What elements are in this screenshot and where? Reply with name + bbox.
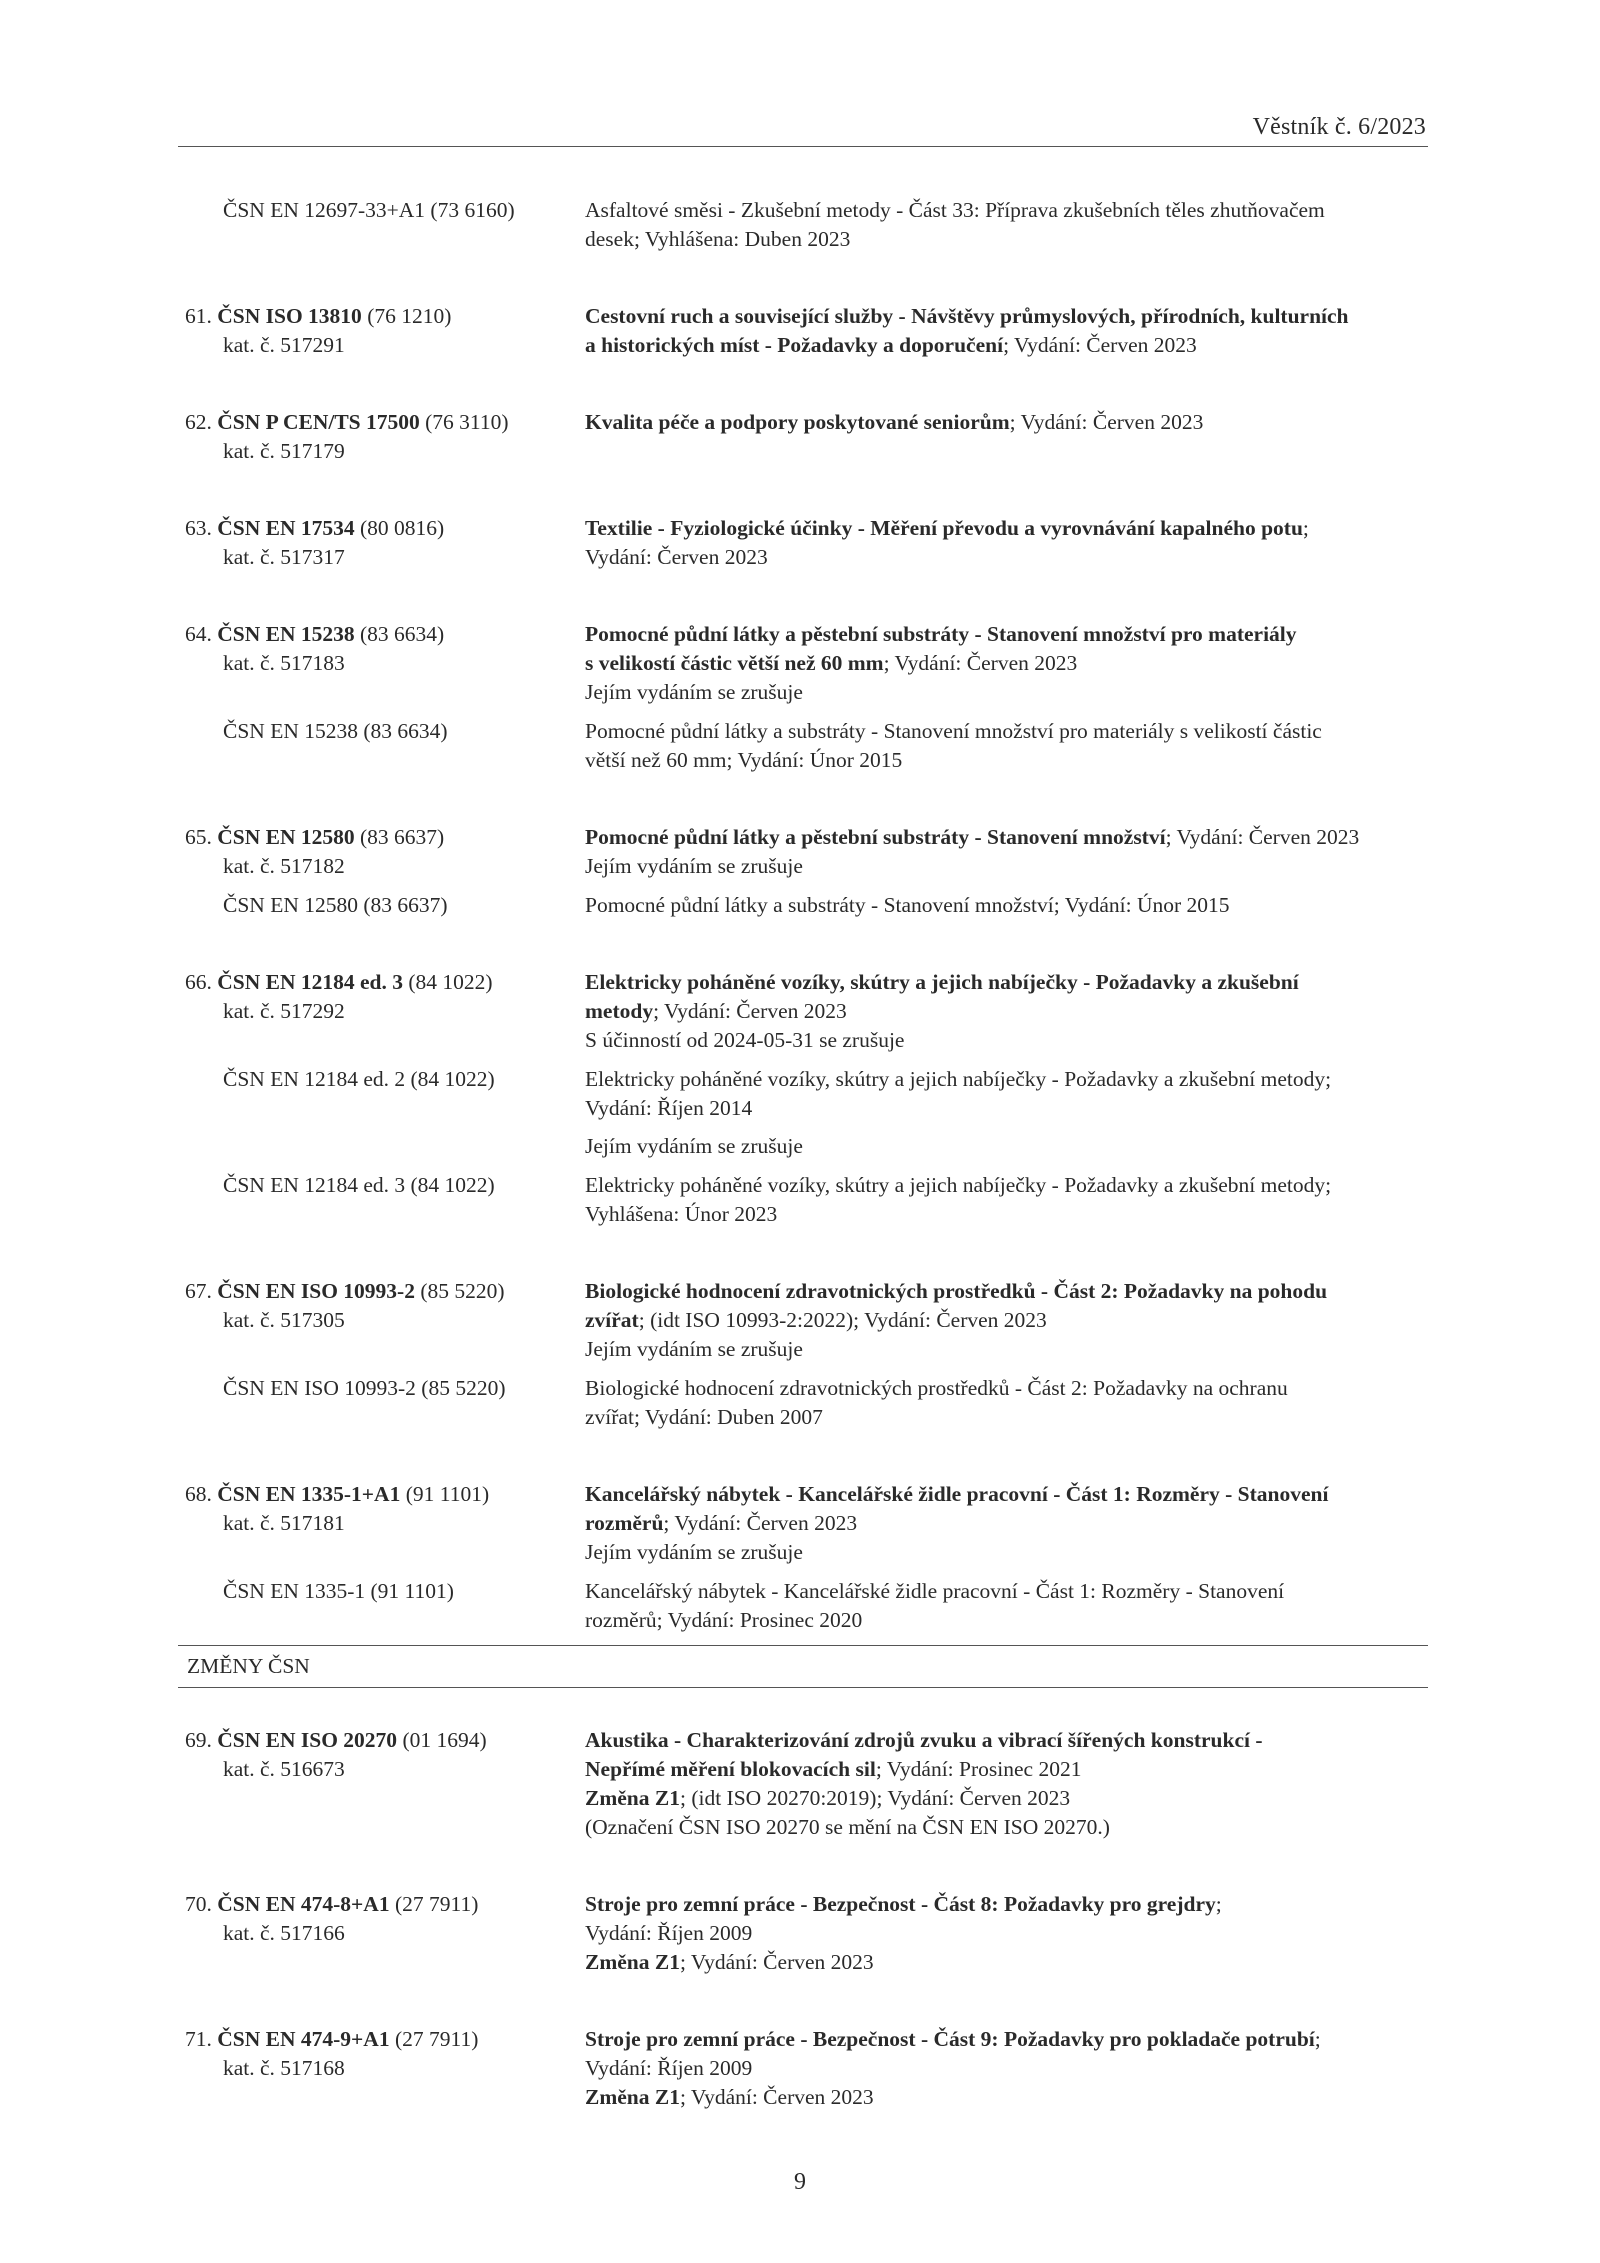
entry-71 [185,2025,1428,2112]
entry-designation: 61. ČSN ISO 13810 (76 1210) kat. č. 517291 [185,302,585,360]
replaced-standard: ČSN EN ISO 10993-2 (85 5220) Biologické hodnocení zdravotnických prostředků - Část 2: Požadavky na ochranu zvířat; Vydání: Duben 2007 [223,1376,1288,1429]
standard-designation: ČSN EN 12697-33+A1 (73 6160) [223,198,515,222]
entry-title: Textilie - Fyziologické účinky - Měření převodu a vyrovnávání kapalného potu; Vydání: Červen 2023 [585,516,1309,569]
entry-designation: 64. ČSN EN 15238 (83 6634) kat. č. 517183 [185,620,585,707]
entry-title: Biologické hodnocení zdravotnických prostředků - Část 2: Požadavky na pohodu zvířat; (idt ISO 10993-2:2022); Vydání: Červen 2023 Jejím vydáním se zrušuje [585,1277,1428,1364]
entry-title: Stroje pro zemní práce - Bezpečnost - Část 8: Požadavky pro grejdry; Vydání: Říjen 2009 Změna Z1; Vydání: Červen 2023 [585,1892,1222,1974]
replacement-note: Jejím vydáním se zrušuje [585,1134,803,1158]
entry-title: Kvalita péče a podpory poskytované seniorům; Vydání: Červen 2023 [585,410,1204,434]
entry-title: Akustika - Charakterizování zdrojů zvuku a vibrací šířených konstrukcí - Nepřímé měření blokovacích sil; Vydání: Prosinec 2021 Změna Z1; (idt ISO 20270:2019); Vydání: Červen 2023 (Označení ČSN ISO 20270 se mění na ČSN EN ISO 20270.) [585,1728,1263,1839]
entry-66 [185,968,1428,1055]
entry-designation: 68. ČSN EN 1335-1+A1 (91 1101) kat. č. 517181 [185,1480,585,1567]
catalog-number: kat. č. 517305 [223,1308,345,1332]
replacement-note: S účinností od 2024-05-31 se zrušuje [585,1028,905,1052]
entry-designation: 69. ČSN EN ISO 20270 (01 1694) kat. č. 516673 [185,1726,585,1842]
entry-69 [185,1726,1428,1842]
catalog-number: kat. č. 517181 [223,1511,345,1535]
entry-title: Pomocné půdní látky a pěstební substráty - Stanovení množství pro materiály s velikostí částic větší než 60 mm; Vydání: Červen 2023 Jejím vydáním se zrušuje [585,620,1428,707]
entry-68 [185,1480,1428,1567]
continued-entry [185,196,1428,254]
replacement-note: Jejím vydáním se zrušuje [585,1540,803,1564]
catalog-number: kat. č. 517182 [223,854,345,878]
entry-designation: 65. ČSN EN 12580 (83 6637) kat. č. 517182 [185,823,585,881]
replaced-standard: ČSN EN 15238 (83 6634) Pomocné půdní látky a substráty - Stanovení množství pro materiály s velikostí částic větší než 60 mm; Vydání: Únor 2015 [223,719,1322,772]
replacement-note: Jejím vydáním se zrušuje [585,854,803,878]
replaced-standard: ČSN EN 1335-1 (91 1101) Kancelářský nábytek - Kancelářské židle pracovní - Část 1: Rozměry - Stanovení rozměrů; Vydání: Prosinec 2020 [223,1579,1285,1632]
page-number: 9 [794,2169,806,2195]
entry-designation: 62. ČSN P CEN/TS 17500 (76 3110) kat. č. 517179 [185,408,585,466]
entry-67 [185,1277,1428,1364]
catalog-number: kat. č. 517168 [223,2056,345,2080]
entry-designation: 67. ČSN EN ISO 10993-2 (85 5220) kat. č. 517305 [185,1277,585,1364]
replacement-note: Jejím vydáním se zrušuje [585,680,803,704]
catalog-number: kat. č. 517179 [223,439,345,463]
entry-65 [185,823,1428,881]
bulletin-title: Věstník č. 6/2023 [1252,114,1426,140]
entry-designation: 66. ČSN EN 12184 ed. 3 (84 1022) kat. č. 517292 [185,968,585,1055]
entry-63 [185,514,1428,572]
catalog-number: kat. č. 516673 [223,1757,345,1781]
catalog-number: kat. č. 517166 [223,1921,345,1945]
section-heading: ZMĚNY ČSN [178,1645,1428,1688]
standard-title: Asfaltové směsi - Zkušební metody - Část 33: Příprava zkušebních těles zhutňovačem desek; Vyhlášena: Duben 2023 [585,198,1325,251]
catalog-number: kat. č. 517291 [223,333,345,357]
catalog-number: kat. č. 517292 [223,999,345,1023]
entry-title: Kancelářský nábytek - Kancelářské židle pracovní - Část 1: Rozměry - Stanovení rozměrů; Vydání: Červen 2023 Jejím vydáním se zrušuje [585,1480,1428,1567]
entry-designation: 70. ČSN EN 474-8+A1 (27 7911) kat. č. 517166 [185,1890,585,1977]
replacement-note: Jejím vydáním se zrušuje [585,1337,803,1361]
replaced-standard: ČSN EN 12184 ed. 3 (84 1022) Elektricky poháněné vozíky, skútry a jejich nabíječky - Požadavky a zkušební metody; Vyhlášena: Únor 2023 [223,1173,1332,1226]
replaced-standard: ČSN EN 12184 ed. 2 (84 1022) Elektricky poháněné vozíky, skútry a jejich nabíječky - Požadavky a zkušební metody; Vydání: Říjen 2014 Jejím vydáním se zrušuje [185,1065,1428,1161]
entry-title: Cestovní ruch a související služby - Návštěvy průmyslových, přírodních, kulturních a historických míst - Požadavky a doporučení; Vydání: Červen 2023 [585,304,1349,357]
entry-title: Pomocné půdní látky a pěstební substráty - Stanovení množství; Vydání: Červen 2023 Jejím vydáním se zrušuje [585,823,1428,881]
replaced-standard: ČSN EN 12580 (83 6637) Pomocné půdní látky a substráty - Stanovení množství; Vydání: Únor 2015 [223,893,1230,917]
catalog-number: kat. č. 517317 [223,545,345,569]
page-header [178,112,1428,147]
entry-designation: 63. ČSN EN 17534 (80 0816) kat. č. 517317 [185,514,585,572]
entry-62 [185,408,1428,466]
entry-70 [185,1890,1428,1977]
entry-64 [185,620,1428,707]
entry-title: Stroje pro zemní práce - Bezpečnost - Část 9: Požadavky pro pokladače potrubí; Vydání: Říjen 2009 Změna Z1; Vydání: Červen 2023 [585,2027,1321,2109]
standards-list [185,196,1428,2112]
catalog-number: kat. č. 517183 [223,651,345,675]
entry-title: Elektricky poháněné vozíky, skútry a jejich nabíječky - Požadavky a zkušební metody; Vydání: Červen 2023 S účinností od 2024-05-31 se zrušuje [585,968,1428,1055]
entry-61 [185,302,1428,360]
entry-designation: 71. ČSN EN 474-9+A1 (27 7911) kat. č. 517168 [185,2025,585,2112]
